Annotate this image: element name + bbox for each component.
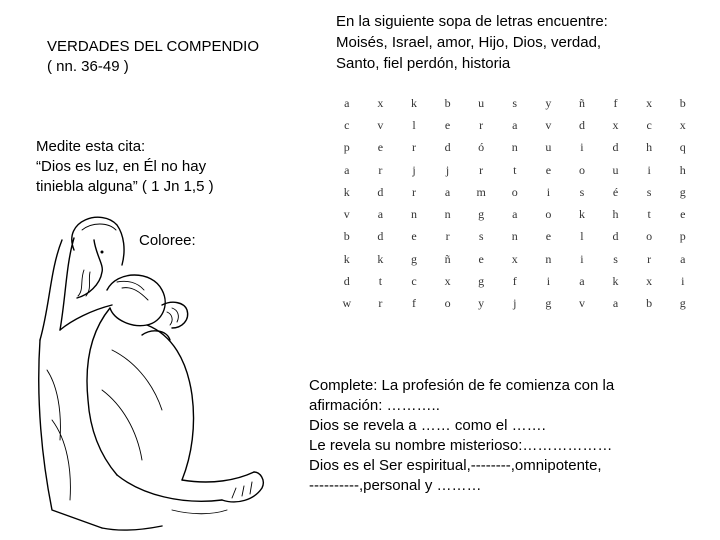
grid-letter: d [444,140,451,155]
grid-letter: x [377,95,384,110]
grid-letter: y [545,95,552,110]
grid-letter: p [679,229,686,244]
grid-letter: g [478,274,485,289]
grid-letter: n [511,140,518,155]
fill-in-exercise [309,376,714,496]
exercise-line: Le revela su nombre misterioso:……………… [309,437,613,454]
grid-letter: e [545,162,552,177]
grid-letter: v [545,117,552,132]
title-line: VERDADES DEL COMPENDIO [47,38,259,55]
grid-letter: y [478,296,485,311]
exercise-line: Complete: La profesión de fe comienza con la [309,377,615,394]
grid-letter: o [444,296,451,311]
grid-letter: l [580,229,584,244]
grid-letter: e [478,251,484,266]
grid-letter: r [647,251,652,266]
grid-letter: j [445,162,450,177]
grid-letter: e [444,117,451,132]
grid-letter: b [646,296,653,311]
instructions-line: Moisés, Israel, amor, Hijo, Dios, verdad, [336,34,602,51]
grid-letter: v [578,296,585,311]
grid-letter: h [679,162,686,177]
quote-text: “Dios es luz, en Él no hay [36,158,207,175]
grid-letter: d [343,274,350,289]
grid-letter: n [410,207,417,222]
grid-letter: k [343,251,350,266]
grid-letter: g [478,207,485,222]
word-search-instructions [336,11,716,74]
grid-letter: s [613,251,618,266]
grid-letter: f [411,296,416,311]
grid-letter: r [411,140,416,155]
grid-letter: a [344,95,350,110]
grid-letter: ó [478,140,485,155]
grid-letter: r [479,117,484,132]
grid-letter: é [612,184,619,199]
grid-letter: x [444,274,451,289]
grid-letter: u [545,140,552,155]
grid-letter: a [512,117,518,132]
title-subline: ( nn. 36-49 ) [47,58,129,75]
grid-letter: e [377,140,384,155]
grid-letter: d [612,140,619,155]
grid-letter: x [511,251,518,266]
grid-letter: k [343,184,350,199]
grid-letter: a [680,251,686,266]
quote-text: tiniebla alguna” ( 1 Jn 1,5 ) [36,178,214,195]
grid-letter: u [478,95,485,110]
grid-letter: a [612,296,619,311]
grid-letter: u [612,162,619,177]
grid-letter: k [578,207,585,222]
grid-letter: b [343,229,350,244]
exercise-line: ----------,personal y ……… [309,477,482,494]
grid-letter: i [647,162,651,177]
grid-letter: b [444,95,451,110]
grid-letter: x [646,95,653,110]
grid-letter: i [580,140,584,155]
grid-letter: d [377,184,384,199]
grid-letter: n [545,251,552,266]
grid-letter: t [378,274,383,289]
grid-letter: r [445,229,450,244]
grid-letter: n [511,229,518,244]
grid-letter: x [612,117,619,132]
grid-letter: x [679,117,686,132]
grid-letter: k [612,274,619,289]
scripture-quote [36,137,296,197]
grid-letter: i [546,184,551,199]
grid-letter: s [478,229,484,244]
grid-letter: j [513,296,517,311]
grid-letter: s [512,95,518,110]
grid-letter: d [578,117,585,132]
coloring-illustration [22,210,292,535]
exercise-line: afirmación: ……….. [309,397,440,414]
grid-letter: c [344,117,350,132]
grid-letter: c [646,117,652,132]
grid-letter: h [612,207,619,222]
grid-letter: a [512,207,518,222]
grid-letter: k [410,95,417,110]
grid-letter: e [680,207,686,222]
grid-letter: d [377,229,384,244]
grid-letter: e [545,229,552,244]
grid-letter: h [646,140,653,155]
grid-letter: j [412,162,416,177]
grid-letter: n [444,207,451,222]
grid-letter: f [512,274,517,289]
grid-letter: o [545,207,552,222]
grid-letter: g [545,296,552,311]
grid-letter: q [679,140,686,155]
grid-letter: o [511,184,518,199]
word-search-grid [330,92,700,315]
grid-letter: ñ [578,95,585,110]
grid-letter: l [412,117,416,132]
coloring-instruction: Coloree: [139,232,196,249]
grid-letter: i [546,274,551,289]
grid-letter: v [377,117,384,132]
grid-letter: c [411,274,417,289]
grid-letter: g [679,296,686,311]
grid-letter: m [476,184,486,199]
grid-letter: x [646,274,653,289]
grid-letter: t [513,162,517,177]
grid-letter: g [410,251,417,266]
grid-letter: k [377,251,384,266]
grid-letter: f [613,95,618,110]
grid-letter: o [646,229,653,244]
quote-intro: Medite esta cita: [36,138,146,155]
grid-letter: s [579,184,585,199]
grid-letter: i [681,274,685,289]
grid-letter: d [612,229,619,244]
grid-letter: v [343,207,350,222]
grid-letter: ñ [444,251,451,266]
grid-letter: b [679,95,686,110]
grid-letter: s [646,184,652,199]
grid-letter: t [647,207,651,222]
grid-letter: g [679,184,686,199]
grid-letter: p [343,140,350,155]
grid-letter: o [578,162,585,177]
grid-letter: w [342,296,352,311]
grid-letter: r [479,162,484,177]
exercise-line: Dios es el Ser espiritual,--------,omnipotente, [309,457,602,474]
grid-letter: a [344,162,350,177]
grid-letter: r [411,184,416,199]
page-title [47,37,259,77]
grid-letter: a [579,274,585,289]
instructions-line: En la siguiente sopa de letras encuentre: [336,13,608,30]
exercise-line: Dios se revela a …… como el ……. [309,417,546,434]
grid-letter: r [378,162,383,177]
instructions-line: Santo, fiel perdón, historia [336,55,511,72]
grid-letter: e [411,229,417,244]
grid-letter: a [444,184,451,199]
grid-letter: a [377,207,384,222]
grid-letter: r [378,296,383,311]
grid-letter: i [580,251,584,266]
